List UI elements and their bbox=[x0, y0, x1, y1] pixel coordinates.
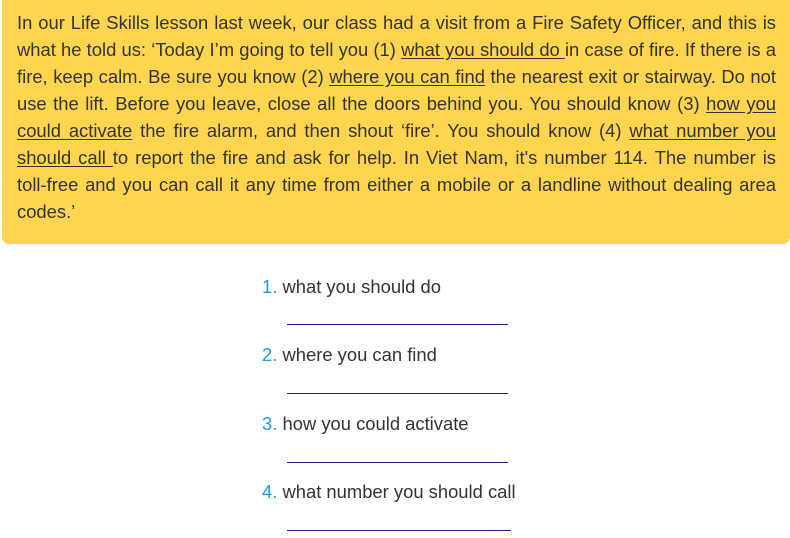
blank-3-phrase: how you could activate bbox=[17, 93, 776, 141]
question-number: 3. bbox=[262, 413, 278, 434]
passage-segment-4: the fire alarm, and then shout ‘fire’. You should know (4) bbox=[132, 120, 630, 141]
passage-segment-2: in case of fire. If there is a fire, keep calm. Be sure you know (2) bbox=[17, 39, 776, 87]
question-text: where you can find bbox=[282, 344, 437, 365]
blank-2-phrase: where you can find bbox=[329, 66, 485, 87]
question-item-3 bbox=[262, 413, 469, 435]
question-item-2 bbox=[262, 344, 437, 366]
passage-segment-3: the nearest exit or stairway. Do not use the lift. Before you leave, close all the doors behind you. You should know (3) bbox=[17, 66, 776, 114]
answer-line-1[interactable] bbox=[287, 324, 508, 325]
blank-4-phrase: what number you should call bbox=[17, 120, 776, 168]
question-item-1 bbox=[262, 276, 441, 298]
question-number: 4. bbox=[262, 481, 278, 502]
passage-segment-1: In our Life Skills lesson last week, our class had a visit from a Fire Safety Officer, and this is what he told us: ‘Today I’m going to tell you (1) bbox=[17, 12, 776, 60]
answer-line-2[interactable] bbox=[287, 393, 508, 394]
question-text: how you could activate bbox=[282, 413, 469, 434]
question-text: what number you should call bbox=[282, 481, 516, 502]
question-item-4 bbox=[262, 481, 516, 503]
question-number: 2. bbox=[262, 344, 278, 365]
passage-segment-5: to report the fire and ask for help. In Viet Nam, it's number 114. The number is toll-free and you can call it any time from either a mobile or a landline without dealing area codes.’ bbox=[17, 147, 776, 222]
answer-line-3[interactable] bbox=[287, 462, 508, 463]
question-number: 1. bbox=[262, 276, 278, 297]
blank-1-phrase: what you should do bbox=[401, 39, 565, 60]
question-text: what you should do bbox=[282, 276, 441, 297]
answer-line-4[interactable] bbox=[287, 530, 511, 531]
